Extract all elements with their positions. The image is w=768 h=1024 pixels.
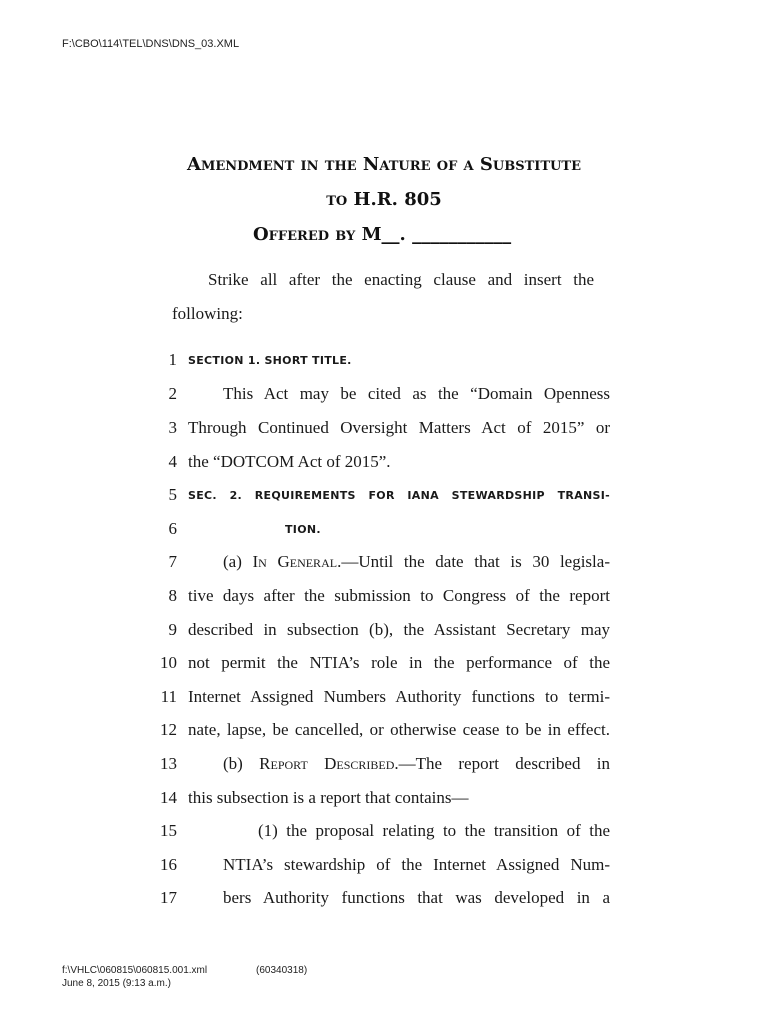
subsection-heading: Report Described — [259, 754, 395, 773]
body-line: nate, lapse, be cancelled, or otherwise cease to be in effect. — [188, 720, 610, 739]
line-number: 12 — [160, 720, 177, 739]
line-number: 16 — [160, 855, 177, 874]
subsection-b-line — [223, 754, 610, 774]
line-number: 17 — [160, 888, 177, 907]
line-number: 8 — [168, 586, 177, 605]
subsection-text: .—The report described in — [394, 754, 610, 773]
footer-code: (60340318) — [256, 965, 308, 976]
subsection-heading: In General — [252, 552, 338, 571]
line-number: 10 — [160, 653, 177, 672]
subsection-text: .—Until the date that is 30 legisla- — [337, 552, 610, 571]
line-number: 4 — [168, 452, 177, 471]
line-number: 9 — [168, 620, 177, 639]
preamble-line-2: following: — [172, 304, 243, 323]
document-title: Amendment in the Nature of a Substitute — [187, 154, 581, 175]
line-number: 3 — [168, 418, 177, 437]
body-line: This Act may be cited as the “Domain Openness — [223, 384, 610, 403]
body-line: the “DOTCOM Act of 2015”. — [188, 452, 391, 471]
body-line: NTIA’s stewardship of the Internet Assigned Num- — [223, 855, 610, 874]
body-line: tive days after the submission to Congress of the report — [188, 586, 610, 605]
line-number: 7 — [168, 552, 177, 571]
line-number: 6 — [168, 519, 177, 538]
footer-date: June 8, 2015 (9:13 a.m.) — [62, 978, 171, 989]
subsection-label: (b) — [223, 754, 260, 773]
section-2-heading: SEC. 2. REQUIREMENTS FOR IANA STEWARDSHIP TRANSI- — [188, 489, 610, 502]
footer-file: f:\VHLC\060815\060815.001.xml — [62, 965, 208, 976]
line-number: 5 — [168, 485, 177, 504]
subsection-label: (a) — [223, 552, 253, 571]
section-1-heading: SECTION 1. SHORT TITLE. — [188, 354, 352, 367]
line-number: 1 — [168, 350, 177, 369]
paragraph-1-line: (1) the proposal relating to the transition of the — [258, 821, 610, 840]
line-number: 2 — [168, 384, 177, 403]
line-number: 13 — [160, 754, 177, 773]
line-number: 15 — [160, 821, 177, 840]
subsection-a-line — [223, 552, 610, 572]
body-line: not permit the NTIA’s role in the performance of the — [188, 653, 610, 672]
offered-by-line: Offered by M__. ___________ — [253, 224, 512, 245]
body-line: this subsection is a report that contains— — [188, 788, 469, 807]
line-number: 11 — [160, 687, 177, 706]
body-line: Through Continued Oversight Matters Act of 2015” or — [188, 418, 610, 437]
body-line: Internet Assigned Numbers Authority functions to termi- — [188, 687, 610, 706]
body-line: bers Authority functions that was developed in a — [223, 888, 610, 907]
section-2-heading-cont: TION. — [285, 523, 321, 536]
file-path-header: F:\CBO\114\TEL\DNS\DNS_03.XML — [62, 38, 240, 50]
bill-reference: to H.R. 805 — [326, 189, 442, 210]
line-number: 14 — [160, 788, 177, 807]
preamble-line-1: Strike all after the enacting clause and insert the — [208, 270, 594, 289]
body-line: described in subsection (b), the Assistant Secretary may — [188, 620, 610, 639]
